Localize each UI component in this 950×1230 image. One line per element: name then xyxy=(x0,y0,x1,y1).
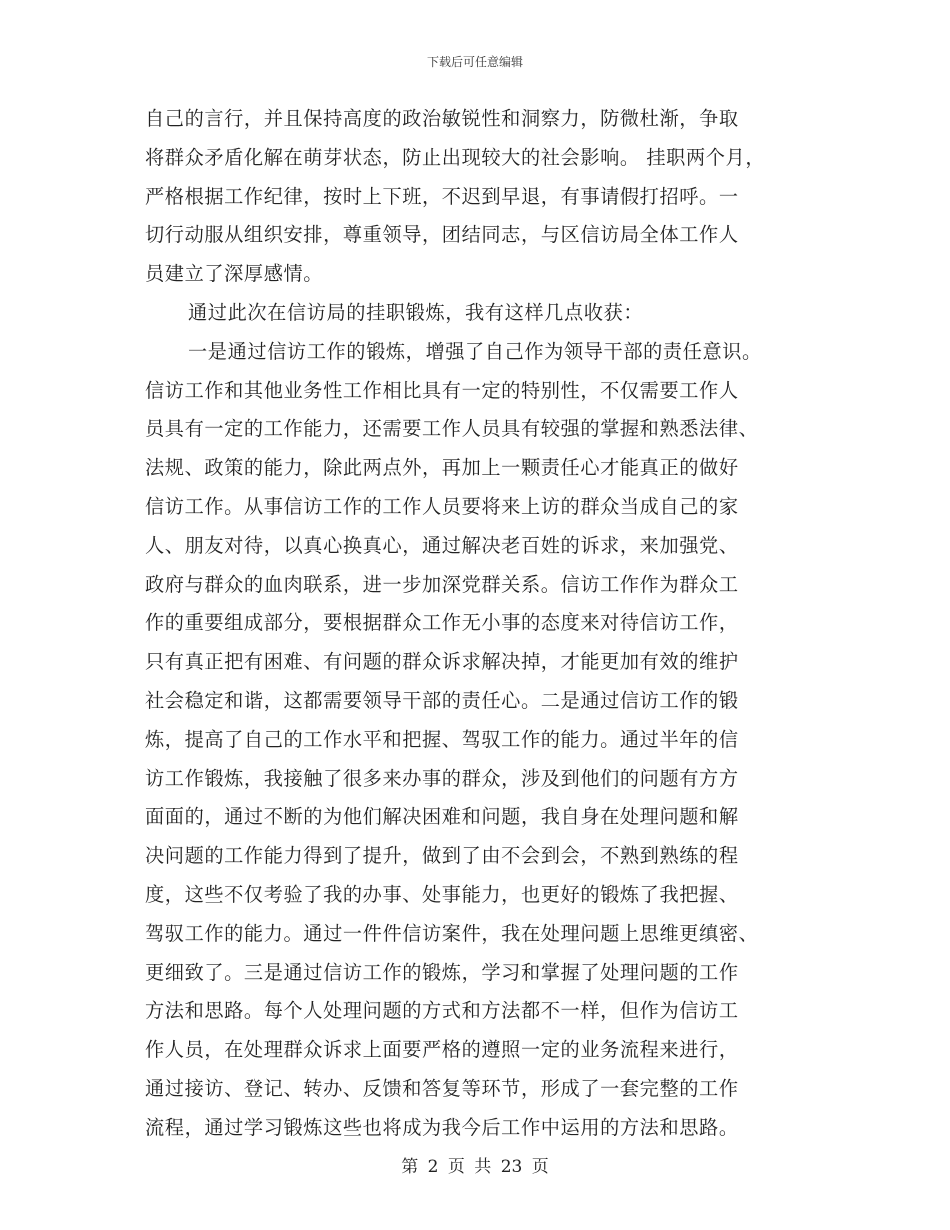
text-line: 政府与群众的血肉联系，进一步加深党群关系。信访工作作为群众工 xyxy=(145,572,739,596)
text-line: 信访工作。从事信访工作的工作人员要将来上访的群众当成自己的家 xyxy=(145,494,739,518)
text-line: 作人员，在处理群众诉求上面要严格的遵照一定的业务流程来进行， xyxy=(145,1038,739,1062)
text-line: 切行动服从组织安排，尊重领导，团结同志，与区信访局全体工作人 xyxy=(145,223,739,247)
text-line: 作的重要组成部分，要根据群众工作无小事的态度来对待信访工作， xyxy=(145,611,739,635)
page-header: 下载后可任意编辑 xyxy=(426,55,523,69)
text-line: 驾驭工作的能力。通过一件件信访案件，我在处理问题上思维更缜密、 xyxy=(145,921,759,945)
text-line: 方法和思路。每个人处理问题的方式和方法都不一样，但作为信访工 xyxy=(145,999,739,1023)
text-line: 一是通过信访工作的锻炼，增强了自己作为领导干部的责任意识。 xyxy=(188,339,762,363)
page-footer: 第 2 页 共 23 页 xyxy=(401,1157,549,1177)
body-text xyxy=(145,100,835,1148)
text-line: 法规、政策的能力，除此两点外，再加上一颗责任心才能真正的做好 xyxy=(145,456,739,480)
text-line: 自己的言行，并且保持高度的政治敏锐性和洞察力，防微杜渐，争取 xyxy=(145,107,739,130)
text-line: 度，这些不仅考验了我的办事、处事能力，也更好的锻炼了我把握、 xyxy=(145,882,739,906)
text-line: 严格根据工作纪律，按时上下班，不迟到早退，有事请假打招呼。一 xyxy=(145,184,739,208)
text-line: 社会稳定和谐，这都需要领导干部的责任心。二是通过信访工作的锻 xyxy=(145,688,739,712)
text-line: 通过此次在信访局的挂职锻炼，我有这样几点收获： xyxy=(188,300,644,324)
text-line: 通过接访、登记、转办、反馈和答复等环节，形成了一套完整的工作 xyxy=(145,1076,739,1100)
text-line: 炼，提高了自己的工作水平和把握、驾驭工作的能力。通过半年的信 xyxy=(145,727,739,751)
text-line: 信访工作和其他业务性工作相比具有一定的特别性，不仅需要工作人 xyxy=(145,378,739,402)
text-line: 员建立了深厚感情。 xyxy=(145,262,324,286)
text-line: 只有真正把有困难、有问题的群众诉求解决掉，才能更加有效的维护 xyxy=(145,650,739,674)
text-line: 流程，通过学习锻炼这些也将成为我今后工作中运用的方法和思路。 xyxy=(145,1115,739,1139)
text-line: 访工作锻炼，我接触了很多来办事的群众，涉及到他们的问题有方方 xyxy=(145,766,739,790)
text-line: 将群众矛盾化解在萌芽状态，防止出现较大的社会影响。 挂职两个月， xyxy=(145,145,766,169)
text-line: 更细致了。三是通过信访工作的锻炼，学习和掌握了处理问题的工作 xyxy=(145,960,739,984)
text-line: 员具有一定的工作能力，还需要工作人员具有较强的掌握和熟悉法律、 xyxy=(145,417,759,441)
text-line: 决问题的工作能力得到了提升，做到了由不会到会，不熟到熟练的程 xyxy=(145,844,739,868)
text-line: 面面的，通过不断的为他们解决困难和问题，我自身在处理问题和解 xyxy=(145,805,739,829)
text-line: 人、朋友对待，以真心换真心，通过解决老百姓的诉求，来加强党、 xyxy=(145,533,739,557)
